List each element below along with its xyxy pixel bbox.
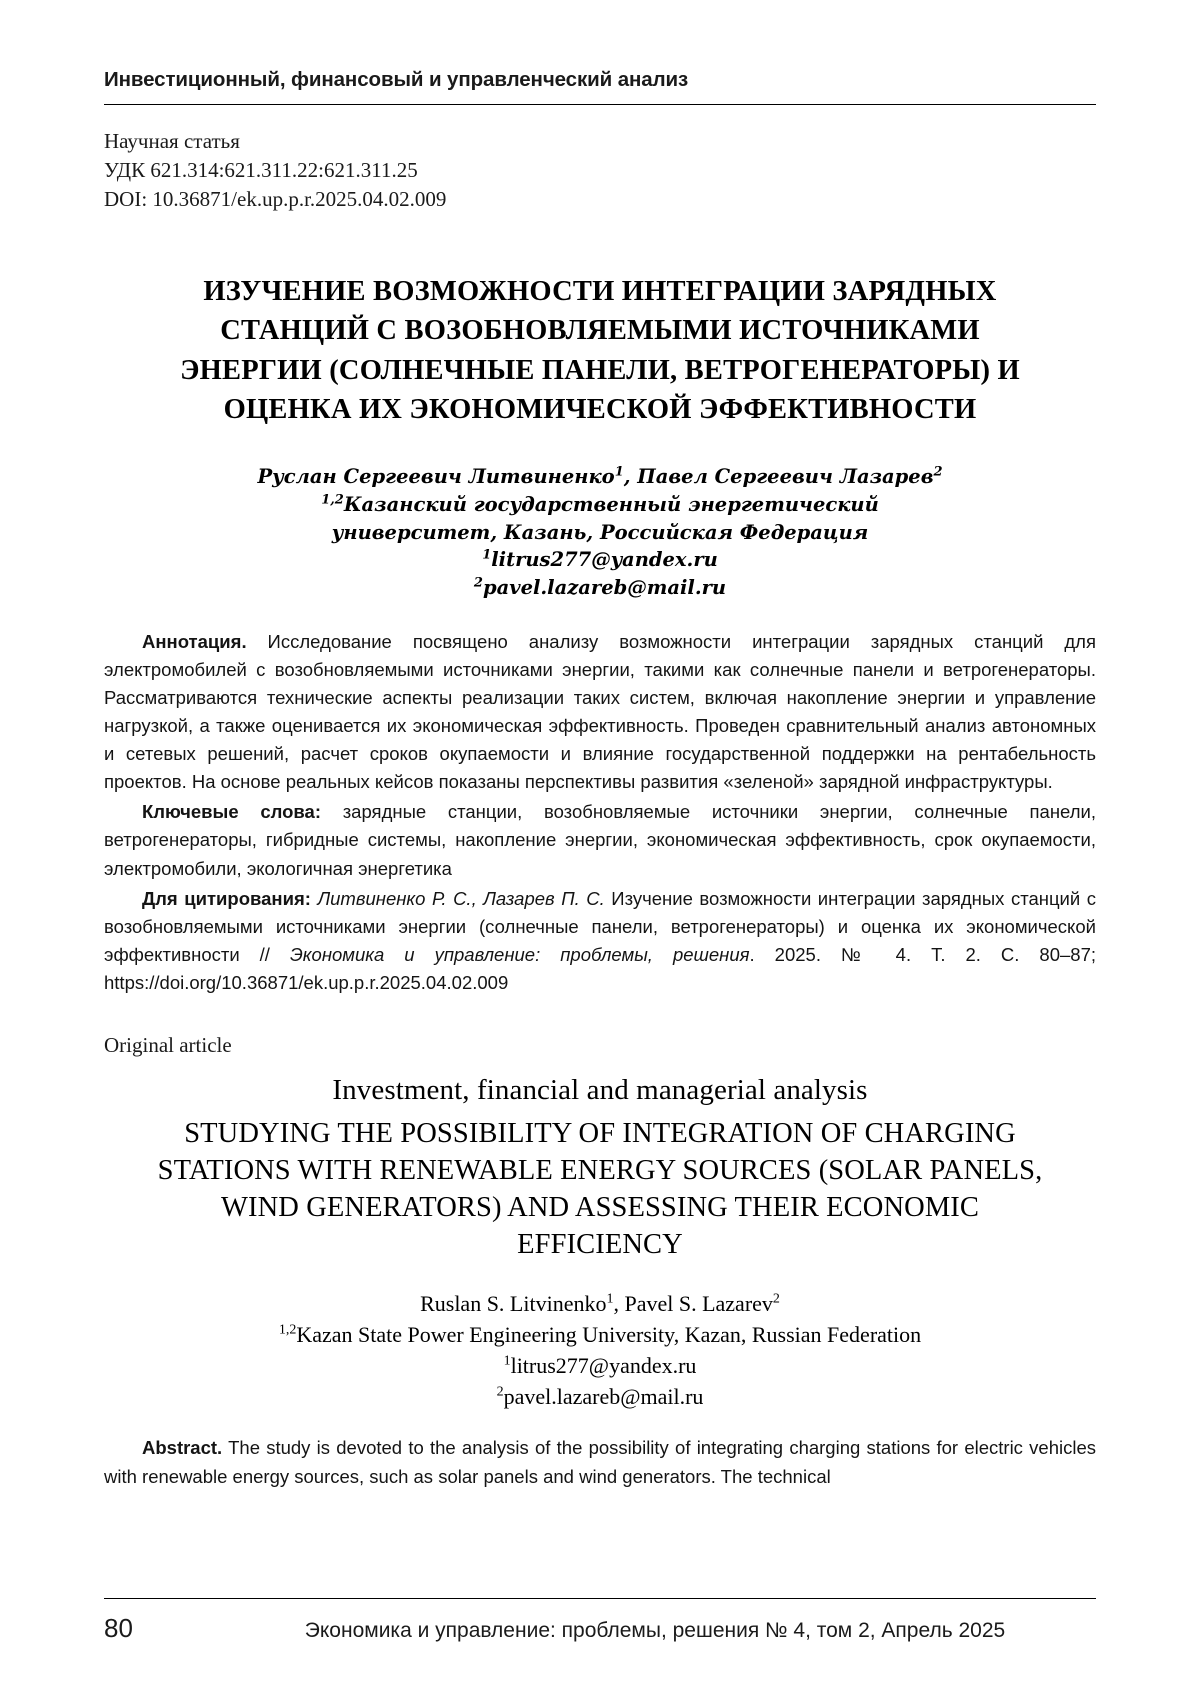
citation-ru [104, 885, 1096, 997]
keywords-ru-text: зарядные станции, возобновляемые источники энергии, солнечные панели, ветрогенераторы, гибридные системы, накопление энергии, экономическая эффективность, срок окупаемости, электромобили, экологичная энергетика [104, 801, 1096, 879]
footer-row [104, 1613, 1096, 1644]
header-divider [104, 104, 1096, 105]
email-ru-1-marker: 1 [482, 547, 492, 563]
citation-ru-journal: Экономика и управление: проблемы, решения [289, 943, 750, 965]
author-2-en: , Pavel S. Lazarev [613, 1291, 773, 1317]
author-2-ru: , Павел Сергеевич Лазарев [623, 465, 934, 489]
citation-ru-label: Для цитирования: [142, 887, 311, 909]
doi: DOI: 10.36871/ek.up.p.r.2025.04.02.009 [104, 186, 447, 211]
abstract-ru-block [104, 628, 1096, 997]
email-en-1-row [104, 1351, 1096, 1382]
affiliation-ru-line-1 [104, 491, 1096, 519]
abstract-ru-text: Исследование посвящено анализу возможности интеграции зарядных станций для электромобилей с возобновляемыми источниками энергии, такими как солнечные панели и ветрогенераторы. Рассматриваются технические аспекты реализации таких систем, включая накопление энергии и управление нагрузкой, а также оценивается их экономическая эффективность. Проведен сравнительный анализ автономных и сетевых решений, расчет сроков окупаемости и влияние государственной поддержки на рентабельность проектов. На основе реальных кейсов показаны перспективы развития «зеленой» зарядной инфраструктуры. [104, 630, 1096, 793]
keywords-ru [104, 798, 1096, 882]
affiliation-en-marker: 1,2 [278, 1322, 297, 1338]
affiliation-en-row [104, 1320, 1096, 1351]
footer-journal-info: Экономика и управление: проблемы, решения № 4, том 2, Апрель 2025 [304, 1619, 1006, 1642]
affiliation-ru-text-1: Казанский государственный энергетический [343, 492, 879, 516]
citation-ru-tail: . 2025. № 4. Т. 2. С. 80–87; https://doi.org/10.36871/ek.up.p.r.2025.04.02.009 [104, 943, 1096, 993]
abstract-en-text: The study is devoted to the analysis of the possibility of integrating charging stations for electric vehicles with renewable energy sources, such as solar panels and wind generators. The technical [104, 1437, 1096, 1487]
page-footer [104, 1598, 1096, 1644]
authors-en-names [104, 1289, 1096, 1320]
udk-code: УДК 621.314:621.311.22:621.311.25 [104, 157, 418, 182]
email-en-2-row [104, 1382, 1096, 1413]
author-2-ru-marker: 2 [933, 464, 943, 480]
email-en-2[interactable]: pavel.lazareb@mail.ru [503, 1383, 704, 1409]
page-number: 80 [104, 1613, 133, 1643]
authors-ru-names [104, 463, 1096, 491]
author-1-en-marker: 1 [606, 1291, 614, 1307]
original-article-label: Original article [104, 1033, 232, 1058]
affiliation-ru-line-2: университет, Казань, Российская Федерация [331, 520, 869, 544]
footer-divider [104, 1598, 1096, 1599]
author-1-ru: Руслан Сергеевич Литвиненко [257, 465, 615, 489]
page-title-ru: ИЗУЧЕНИЕ ВОЗМОЖНОСТИ ИНТЕГРАЦИИ ЗАРЯДНЫХ СТАНЦИЙ С ВОЗОБНОВЛЯЕМЫМИ ИСТОЧНИКАМИ ЭНЕРГИИ (СОЛНЕЧНЫЕ ПАНЕЛИ, ВЕТРОГЕНЕРАТОРЫ) И ОЦЕНКА ИХ ЭКОНОМИЧЕСКОЙ ЭФФЕКТИВНОСТИ [180, 275, 1020, 425]
affiliation-en: Kazan State Power Engineering University, Kazan, Russian Federation [296, 1322, 922, 1348]
email-en-1[interactable]: litrus277@yandex.ru [510, 1352, 697, 1378]
article-meta [104, 127, 1096, 214]
author-1-ru-marker: 1 [614, 464, 624, 480]
keywords-ru-label: Ключевые слова: [142, 801, 321, 823]
citation-ru-authors: Литвиненко Р. С., Лазарев П. С. [310, 887, 605, 909]
email-ru-1-row [104, 546, 1096, 574]
abstract-en [104, 1434, 1096, 1490]
email-en-1-marker: 1 [503, 1353, 511, 1369]
email-ru-2-row [104, 574, 1096, 602]
authors-en [104, 1289, 1096, 1412]
abstract-ru-label: Аннотация. [142, 630, 247, 652]
page-title-en: STUDYING THE POSSIBILITY OF INTEGRATION OF CHARGING STATIONS WITH RENEWABLE ENERGY SOURCES (SOLAR PANELS, WIND GENERATORS) AND ASSESSING THEIR ECONOMIC EFFICIENCY [157, 1118, 1043, 1261]
abstract-ru [104, 628, 1096, 797]
authors-ru [104, 463, 1096, 601]
email-ru-2-marker: 2 [473, 575, 483, 591]
abstract-en-block [104, 1434, 1096, 1490]
email-ru-2[interactable]: pavel.lazareb@mail.ru [482, 575, 727, 599]
article-type: Научная статья [104, 129, 240, 153]
abstract-en-label: Abstract. [142, 1437, 223, 1459]
email-ru-1[interactable]: litrus277@yandex.ru [491, 548, 718, 572]
running-head: Инвестиционный, финансовый и управленческий анализ [104, 68, 689, 91]
author-1-en: Ruslan S. Litvinenko [420, 1291, 607, 1317]
affiliation-ru-marker: 1,2 [321, 492, 344, 508]
email-en-2-marker: 2 [496, 1384, 504, 1400]
section-title-en: Investment, financial and managerial analysis [332, 1074, 868, 1107]
author-2-en-marker: 2 [772, 1291, 780, 1307]
citation-ru-text: Изучение возможности интеграции зарядных станций с возобновляемыми источниками энергии (солнечные панели, ветрогенераторы) и оценка их экономической эффективности // [104, 887, 1096, 965]
